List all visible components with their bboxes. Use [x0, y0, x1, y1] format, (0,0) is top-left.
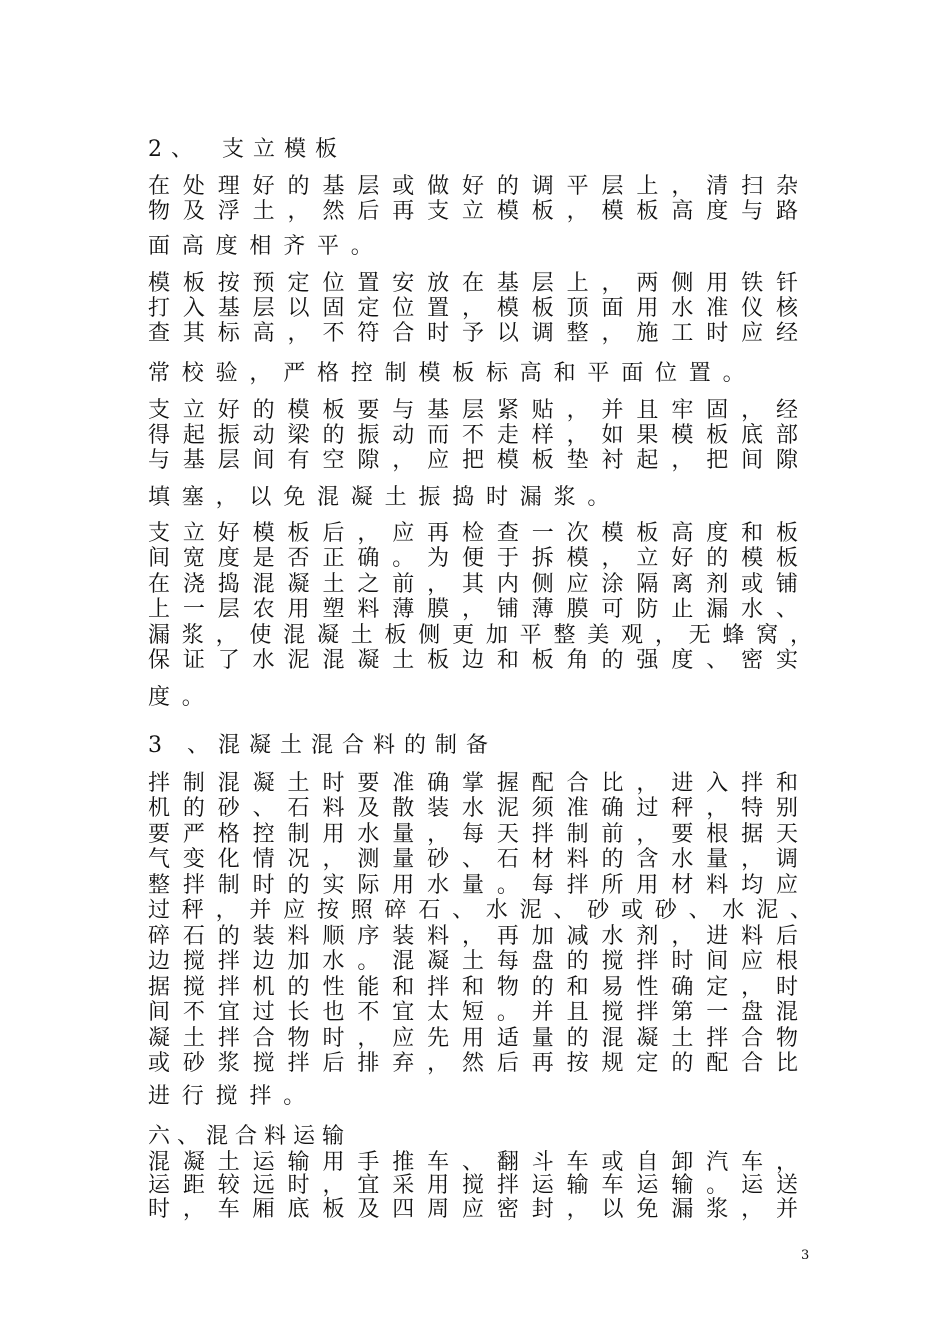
- paragraph-line: 支立好模板后，应再检查一次模板高度和板: [148, 521, 798, 546]
- paragraph-line: 保证了水泥混凝土板边和板角的强度、密实: [148, 648, 798, 673]
- paragraph-line: 查其标高，不符合时予以调整，施工时应经: [148, 321, 798, 346]
- paragraph-line: 打入基层以固定位置，模板顶面用水准仪核: [148, 296, 798, 321]
- paragraph-line: 间宽度是否正确。为便于拆模，立好的模板: [148, 546, 798, 571]
- paragraph-line: 在处理好的基层或做好的调平层上，清扫杂: [148, 174, 798, 199]
- paragraph-line: 与基层间有空隙，应把模板垫衬起，把间隙: [148, 448, 798, 473]
- paragraph-line: 碎石的装料顺序装料，再加减水剂，进料后: [148, 924, 798, 949]
- paragraph-line: 拌制混凝土时要准确掌握配合比，进入拌和: [148, 771, 798, 796]
- paragraph-line: 气变化情况，测量砂、石材料的含水量，调: [148, 847, 798, 872]
- paragraph-line: 时，车厢底板及四周应密封，以免漏浆，并: [148, 1197, 798, 1222]
- page-number: 3: [801, 1248, 810, 1263]
- paragraph-line: 物及浮土，然后再支立模板，模板高度与路: [148, 199, 798, 224]
- paragraph-line: 面高度相齐平。: [148, 234, 385, 259]
- paragraph-line: 上一层农用塑料薄膜，铺薄膜可防止漏水、: [148, 597, 798, 622]
- paragraph-line: 得起振动梁的振动而不走样，如果模板底部: [148, 423, 798, 448]
- paragraph-line: 在浇捣混凝土之前，其内侧应涂隔离剂或铺: [148, 572, 798, 597]
- paragraph-line: 混凝土运输用手推车、翻斗车或自卸汽车，: [148, 1150, 798, 1175]
- section-heading-transport: 六、混合料运输: [148, 1124, 352, 1149]
- paragraph-line: 凝土拌合物时，应先用适量的混凝土拌合物: [148, 1026, 798, 1051]
- paragraph-line: 模板按预定位置安放在基层上，两侧用铁钎: [148, 271, 798, 296]
- paragraph-line: 度。: [148, 685, 216, 710]
- paragraph-line: 边搅拌边加水。混凝土每盘的搅拌时间应根: [148, 949, 798, 974]
- paragraph-line: 进行搅拌。: [148, 1084, 318, 1109]
- paragraph-line: 支立好的模板要与基层紧贴，并且牢固，经: [148, 398, 798, 423]
- paragraph-line: 或砂浆搅拌后排弃，然后再按规定的配合比: [148, 1051, 798, 1076]
- paragraph-line: 运距较远时，宜采用搅拌运输车运输。运送: [148, 1173, 798, 1198]
- paragraph-line: 要严格控制用水量，每天拌制前，要根据天: [148, 822, 798, 847]
- paragraph-line: 间不宜过长也不宜太短。并且搅拌第一盘混: [148, 1000, 798, 1025]
- paragraph-line: 整拌制时的实际用水量。每拌所用材料均应: [148, 873, 798, 898]
- paragraph-line: 漏浆，使混凝土板侧更加平整美观，无蜂窝，: [148, 623, 812, 648]
- paragraph-line: 过秤，并应按照碎石、水泥、砂或砂、水泥、: [148, 898, 812, 923]
- paragraph-line: 填塞，以免混凝土振捣时漏浆。: [148, 485, 622, 510]
- paragraph-line: 据搅拌机的性能和拌和物的和易性确定，时: [148, 975, 798, 1000]
- section-heading-mixture: 3 、混凝土混合料的制备: [148, 733, 497, 758]
- paragraph-line: 常校验，严格控制模板标高和平面位置。: [148, 361, 757, 386]
- paragraph-line: 机的砂、石料及散装水泥须准确过秤，特别: [148, 796, 798, 821]
- section-heading-formwork: 2、 支立模板: [148, 137, 346, 162]
